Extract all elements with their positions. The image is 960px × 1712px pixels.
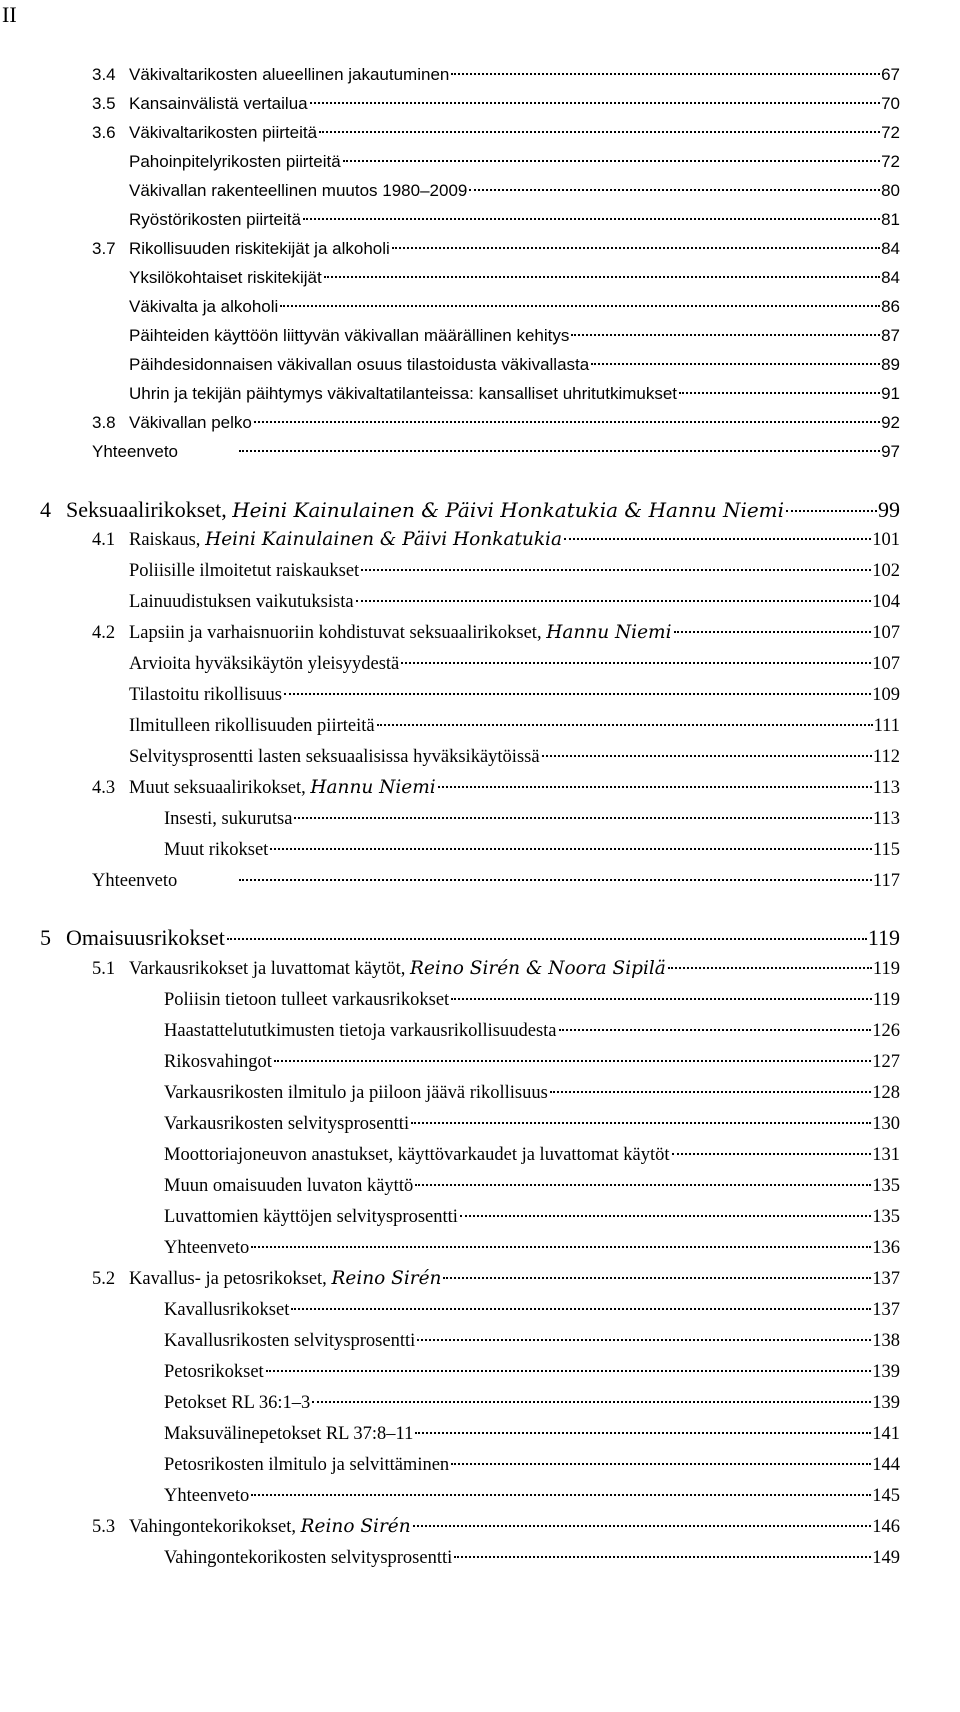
entry-page: 144	[872, 1455, 900, 1475]
entry-title: Vahingontekorikokset,	[129, 1517, 296, 1537]
entry-page: 87	[881, 326, 900, 345]
entry-page: 86	[881, 297, 900, 316]
entry-page: 145	[872, 1486, 900, 1506]
entry-title: Haastattelututkimusten tietoja varkausrikollisuudesta	[164, 1021, 557, 1041]
entry-title: Poliisille ilmoitetut raiskaukset	[129, 561, 360, 581]
entry-number: 3.7	[92, 239, 116, 258]
toc-entry[interactable]	[92, 61, 900, 89]
toc-entry[interactable]	[164, 1079, 900, 1107]
toc-entry[interactable]	[92, 1513, 900, 1541]
toc-entry[interactable]	[164, 1544, 900, 1572]
entry-title: Kansainvälistä vertailua	[129, 94, 308, 113]
toc-entry[interactable]	[129, 148, 900, 176]
dot-leader	[361, 569, 871, 571]
chapter-number: 4	[40, 497, 51, 522]
entry-page: 135	[872, 1176, 900, 1196]
entry-title: Varkausrikokset ja luvattomat käytöt,	[129, 959, 406, 979]
entry-title: Väkivalta ja alkoholi	[129, 297, 279, 316]
entry-number: 4.2	[92, 623, 116, 643]
toc-entry[interactable]	[129, 650, 900, 678]
dot-leader	[438, 786, 872, 788]
entry-page: 92	[881, 413, 900, 432]
toc-entry[interactable]	[164, 1017, 900, 1045]
entry-title: Maksuvälinepetokset RL 37:8–11	[164, 1424, 414, 1444]
entry-author: Hannu Niemi	[310, 777, 436, 798]
toc-entry[interactable]	[129, 177, 900, 205]
toc-entry[interactable]	[164, 986, 900, 1014]
toc-entry[interactable]	[129, 743, 900, 771]
dot-leader	[291, 1308, 871, 1310]
dot-leader	[550, 1091, 871, 1093]
toc-entry[interactable]	[92, 235, 900, 263]
entry-title: Yhteenveto	[92, 871, 178, 891]
dot-leader	[571, 334, 880, 336]
dot-leader	[312, 1401, 871, 1403]
toc-entry[interactable]	[92, 774, 900, 802]
chapter-title: Omaisuusrikokset	[66, 925, 225, 950]
dot-leader	[274, 1060, 871, 1062]
dot-leader	[356, 600, 872, 602]
entry-title: Insesti, sukurutsa	[164, 809, 293, 829]
entry-title: Muun omaisuuden luvaton käyttö	[164, 1176, 414, 1196]
toc-entry[interactable]	[164, 1172, 900, 1200]
entry-title: Yksilökohtaiset riskitekijät	[129, 268, 322, 287]
entry-page: 80	[881, 181, 900, 200]
entry-page: 139	[872, 1393, 900, 1413]
toc-entry[interactable]	[164, 1451, 900, 1479]
toc-entry[interactable]	[164, 1141, 900, 1169]
dot-leader	[559, 1029, 872, 1031]
entry-page: 72	[881, 123, 900, 142]
toc-entry[interactable]	[129, 206, 900, 234]
entry-number: 5.1	[92, 959, 116, 979]
entry-author: Heini Kainulainen & Päivi Honkatukia	[205, 529, 562, 550]
dot-leader	[417, 1339, 871, 1341]
entry-title: Petosrikokset	[164, 1362, 264, 1382]
entry-page: 137	[872, 1300, 900, 1320]
entry-title: Väkivallan pelko	[129, 413, 252, 432]
entry-page: 137	[872, 1269, 900, 1289]
dot-leader	[415, 1432, 871, 1434]
entry-title: Varkausrikosten selvitysprosentti	[164, 1114, 410, 1134]
entry-title: Päihteiden käyttöön liittyvän väkivallan määrällinen kehitys	[129, 326, 570, 345]
dot-leader	[542, 755, 872, 757]
chapter-author: Heini Kainulainen & Päivi Honkatukia & Hannu Niemi	[232, 498, 785, 522]
entry-title: Kavallusrikokset	[164, 1300, 290, 1320]
toc-entry[interactable]	[129, 588, 900, 616]
entry-page: 107	[872, 623, 900, 643]
entry-page: 149	[872, 1548, 900, 1568]
entry-page: 102	[872, 561, 900, 581]
dot-leader	[310, 102, 880, 104]
entry-page: 136	[872, 1238, 900, 1258]
toc-entry[interactable]	[164, 1420, 900, 1448]
entry-page: 135	[872, 1207, 900, 1227]
toc-entry[interactable]	[164, 1110, 900, 1138]
dot-leader	[674, 631, 872, 633]
entry-title: Yhteenveto	[92, 442, 179, 461]
dot-leader	[227, 938, 867, 940]
entry-author: Reino Sirén	[331, 1268, 442, 1289]
entry-title: Moottoriajoneuvon anastukset, käyttövarkaudet ja luvattomat käytöt	[164, 1145, 670, 1165]
entry-page: 101	[872, 530, 900, 550]
entry-number: 5.2	[92, 1269, 116, 1289]
entry-page: 117	[872, 871, 900, 891]
chapter-title: Seksuaalirikokset,	[66, 497, 227, 522]
entry-title: Rikosvahingot	[164, 1052, 272, 1072]
entry-title: Petokset RL 36:1–3	[164, 1393, 311, 1413]
dot-leader	[251, 1494, 871, 1496]
toc-entry[interactable]	[129, 712, 900, 740]
entry-page: 115	[872, 840, 900, 860]
dot-leader	[668, 967, 872, 969]
entry-title: Luvattomien käyttöjen selvitysprosentti	[164, 1207, 458, 1227]
toc-entry[interactable]	[92, 409, 900, 437]
entry-title: Lapsiin ja varhaisnuoriin kohdistuvat seksuaalirikokset,	[129, 623, 542, 643]
entry-number: 3.8	[92, 413, 116, 432]
entry-page: 141	[872, 1424, 900, 1444]
entry-number: 4.1	[92, 530, 116, 550]
toc-entry[interactable]	[164, 1327, 900, 1355]
dot-leader	[239, 879, 872, 881]
entry-title: Petosrikosten ilmitulo ja selvittäminen	[164, 1455, 450, 1475]
toc-entry[interactable]	[129, 264, 900, 292]
toc-entry[interactable]	[92, 955, 900, 983]
toc-entry[interactable]	[129, 351, 900, 379]
toc-entry[interactable]	[92, 119, 900, 147]
entry-page: 126	[872, 1021, 900, 1041]
entry-title: Lainuudistuksen vaikutuksista	[129, 592, 354, 612]
entry-page: 104	[872, 592, 900, 612]
toc-entry[interactable]	[92, 438, 900, 466]
dot-leader	[460, 1215, 871, 1217]
chapter-number: 5	[40, 925, 51, 950]
toc-entry[interactable]	[164, 1358, 900, 1386]
toc-entry[interactable]	[164, 1389, 900, 1417]
entry-page: 109	[872, 685, 900, 705]
entry-page: 72	[881, 152, 900, 171]
dot-leader	[324, 276, 880, 278]
dot-leader	[454, 1556, 871, 1558]
entry-title: Yhteenveto	[164, 1238, 250, 1258]
entry-title: Kavallus- ja petosrikokset,	[129, 1269, 327, 1289]
toc-entry[interactable]	[92, 619, 900, 647]
dot-leader	[591, 363, 880, 365]
entry-title: Pahoinpitelyrikosten piirteitä	[129, 152, 341, 171]
dot-leader	[786, 510, 877, 512]
dot-leader	[284, 693, 871, 695]
entry-title: Rikollisuuden riskitekijät ja alkoholi	[129, 239, 390, 258]
entry-title: Muut rikokset	[164, 840, 269, 860]
entry-page: 97	[881, 442, 900, 461]
entry-page: 113	[872, 778, 900, 798]
entry-title: Päihdesidonnaisen väkivallan osuus tilastoidusta väkivallasta	[129, 355, 590, 374]
entry-page: 119	[872, 990, 900, 1010]
dot-leader	[294, 817, 871, 819]
toc-entry[interactable]	[164, 1048, 900, 1076]
toc-entry[interactable]	[164, 805, 900, 833]
entry-number: 3.4	[92, 65, 116, 84]
toc-entry[interactable]	[164, 1234, 900, 1262]
entry-title: Muut seksuaalirikokset,	[129, 778, 306, 798]
entry-page: 89	[881, 355, 900, 374]
dot-leader	[679, 392, 880, 394]
dot-leader	[451, 998, 872, 1000]
toc-entry[interactable]	[92, 526, 900, 554]
toc-entry[interactable]	[129, 322, 900, 350]
dot-leader	[564, 538, 871, 540]
entry-title: Ilmitulleen rikollisuuden piirteitä	[129, 716, 375, 736]
dot-leader	[377, 724, 873, 726]
toc-entry[interactable]	[129, 557, 900, 585]
dot-leader	[319, 131, 880, 133]
page-number: II	[2, 2, 17, 27]
toc-entry[interactable]	[164, 1296, 900, 1324]
dot-leader	[343, 160, 880, 162]
entry-title: Kavallusrikosten selvitysprosentti	[164, 1331, 416, 1351]
dot-leader	[270, 848, 872, 850]
toc-chapter[interactable]	[40, 496, 900, 524]
entry-page: 130	[872, 1114, 900, 1134]
entry-page: 139	[872, 1362, 900, 1382]
entry-page: 84	[881, 239, 900, 258]
toc-entry[interactable]	[164, 1203, 900, 1231]
dot-leader	[451, 1463, 871, 1465]
entry-title: Varkausrikosten ilmitulo ja piiloon jäävä rikollisuus	[164, 1083, 548, 1103]
toc-entry[interactable]	[92, 867, 900, 895]
entry-number: 4.3	[92, 778, 116, 798]
dot-leader	[303, 218, 880, 220]
entry-title: Väkivallan rakenteellinen muutos 1980–2009	[129, 181, 468, 200]
entry-page: 81	[881, 210, 900, 229]
dot-leader	[451, 73, 880, 75]
entry-page: 146	[872, 1517, 900, 1537]
toc-chapter[interactable]	[40, 924, 900, 952]
entry-page: 131	[872, 1145, 900, 1165]
entry-title: Väkivaltarikosten piirteitä	[129, 123, 318, 142]
dot-leader	[401, 662, 871, 664]
dot-leader	[411, 1122, 871, 1124]
entry-title: Ryöstörikosten piirteitä	[129, 210, 301, 229]
dot-leader	[415, 1184, 871, 1186]
entry-title: Yhteenveto	[164, 1486, 250, 1506]
entry-page: 70	[881, 94, 900, 113]
entry-title: Arvioita hyväksikäytön yleisyydestä	[129, 654, 400, 674]
entry-number: 5.3	[92, 1517, 116, 1537]
entry-number: 3.5	[92, 94, 116, 113]
dot-leader	[469, 189, 880, 191]
entry-number: 3.6	[92, 123, 116, 142]
dot-leader	[443, 1277, 871, 1279]
entry-page: 67	[881, 65, 900, 84]
entry-author: Hannu Niemi	[546, 622, 672, 643]
entry-page: 119	[867, 925, 900, 950]
entry-page: 84	[881, 268, 900, 287]
dot-leader	[266, 1370, 872, 1372]
entry-page: 128	[872, 1083, 900, 1103]
dot-leader	[413, 1525, 872, 1527]
entry-title: Uhrin ja tekijän päihtymys väkivaltatilanteissa: kansalliset uhritutkimukset	[129, 384, 678, 403]
toc-entry[interactable]	[129, 380, 900, 408]
toc-entry[interactable]	[164, 836, 900, 864]
toc-entry[interactable]	[164, 1482, 900, 1510]
entry-title: Vahingontekorikosten selvitysprosentti	[164, 1548, 453, 1568]
entry-page: 127	[872, 1052, 900, 1072]
entry-page: 138	[872, 1331, 900, 1351]
toc-entry[interactable]	[129, 293, 900, 321]
entry-author: Reino Sirén & Noora Sipilä	[410, 958, 666, 979]
entry-page: 113	[872, 809, 900, 829]
toc-entry[interactable]	[92, 90, 900, 118]
entry-page: 99	[878, 497, 900, 522]
entry-title: Poliisin tietoon tulleet varkausrikokset	[164, 990, 450, 1010]
dot-leader	[280, 305, 880, 307]
dot-leader	[251, 1246, 871, 1248]
toc-entry[interactable]	[129, 681, 900, 709]
entry-title: Raiskaus,	[129, 530, 201, 550]
entry-title: Tilastoitu rikollisuus	[129, 685, 283, 705]
entry-page: 107	[872, 654, 900, 674]
dot-leader	[392, 247, 880, 249]
toc-entry[interactable]	[92, 1265, 900, 1293]
entry-title: Selvitysprosentti lasten seksuaalisissa hyväksikäytöissä	[129, 747, 540, 767]
dot-leader	[239, 450, 880, 452]
entry-author: Reino Sirén	[300, 1516, 411, 1537]
entry-page: 91	[881, 384, 900, 403]
entry-title: Väkivaltarikosten alueellinen jakautuminen	[129, 65, 450, 84]
entry-page: 111	[873, 716, 900, 736]
entry-page: 112	[872, 747, 900, 767]
entry-page: 119	[872, 959, 900, 979]
dot-leader	[254, 421, 880, 423]
dot-leader	[672, 1153, 872, 1155]
